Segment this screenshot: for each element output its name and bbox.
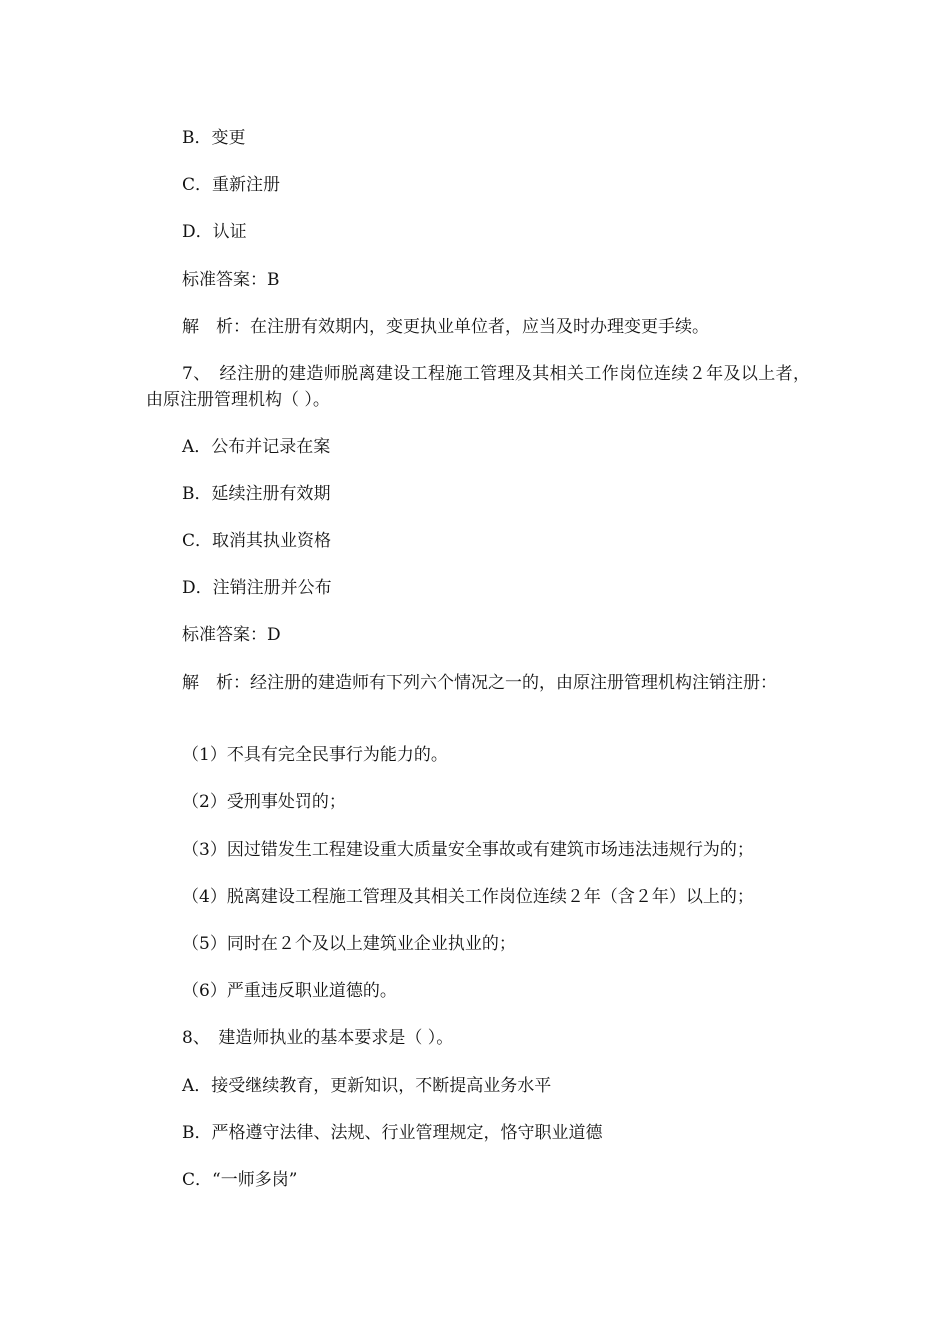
condition-4: （4）脱离建设工程施工管理及其相关工作岗位连续２年（含２年）以上的； [182, 887, 754, 907]
option-b-q8: B．严格遵守法律、法规、行业管理规定，恪守职业道德 [182, 1123, 603, 1143]
condition-1: （1）不具有完全民事行为能力的。 [182, 745, 448, 765]
condition-5: （5）同时在２个及以上建筑业企业执业的； [182, 934, 516, 954]
condition-6: （6）严重违反职业道德的。 [182, 981, 397, 1001]
question-7: 7、 经注册的建造师脱离建设工程施工管理及其相关工作岗位连续２年及以上者，由原注册管理机构（ ）。 [146, 364, 810, 410]
question-8: 8、 建造师执业的基本要求是（ ）。 [182, 1028, 454, 1048]
condition-3: （3）因过错发生工程建设重大质量安全事故或有建筑市场违法违规行为的； [182, 840, 754, 860]
option-c-q6: C．重新注册 [182, 175, 281, 195]
answer-q6: 标准答案：B [182, 270, 280, 290]
option-a-q8: A．接受继续教育，更新知识，不断提高业务水平 [182, 1076, 552, 1096]
explanation-q7: 解 析：经注册的建造师有下列六个情况之一的，由原注册管理机构注销注册： [182, 673, 777, 693]
option-b-q7: B．延续注册有效期 [182, 484, 331, 504]
option-c-q7: C．取消其执业资格 [182, 531, 332, 551]
option-a-q7: A．公布并记录在案 [182, 437, 331, 457]
option-d-q7: D．注销注册并公布 [182, 578, 332, 598]
option-d-q6: D．认证 [182, 222, 247, 242]
option-c-q8: C．“一师多岗” [182, 1170, 298, 1190]
explanation-q6: 解 析：在注册有效期内，变更执业单位者，应当及时办理变更手续。 [182, 317, 709, 337]
answer-q7: 标准答案：D [182, 625, 281, 645]
option-b-q6: B．变更 [182, 128, 246, 148]
condition-2: （2）受刑事处罚的； [182, 792, 346, 812]
